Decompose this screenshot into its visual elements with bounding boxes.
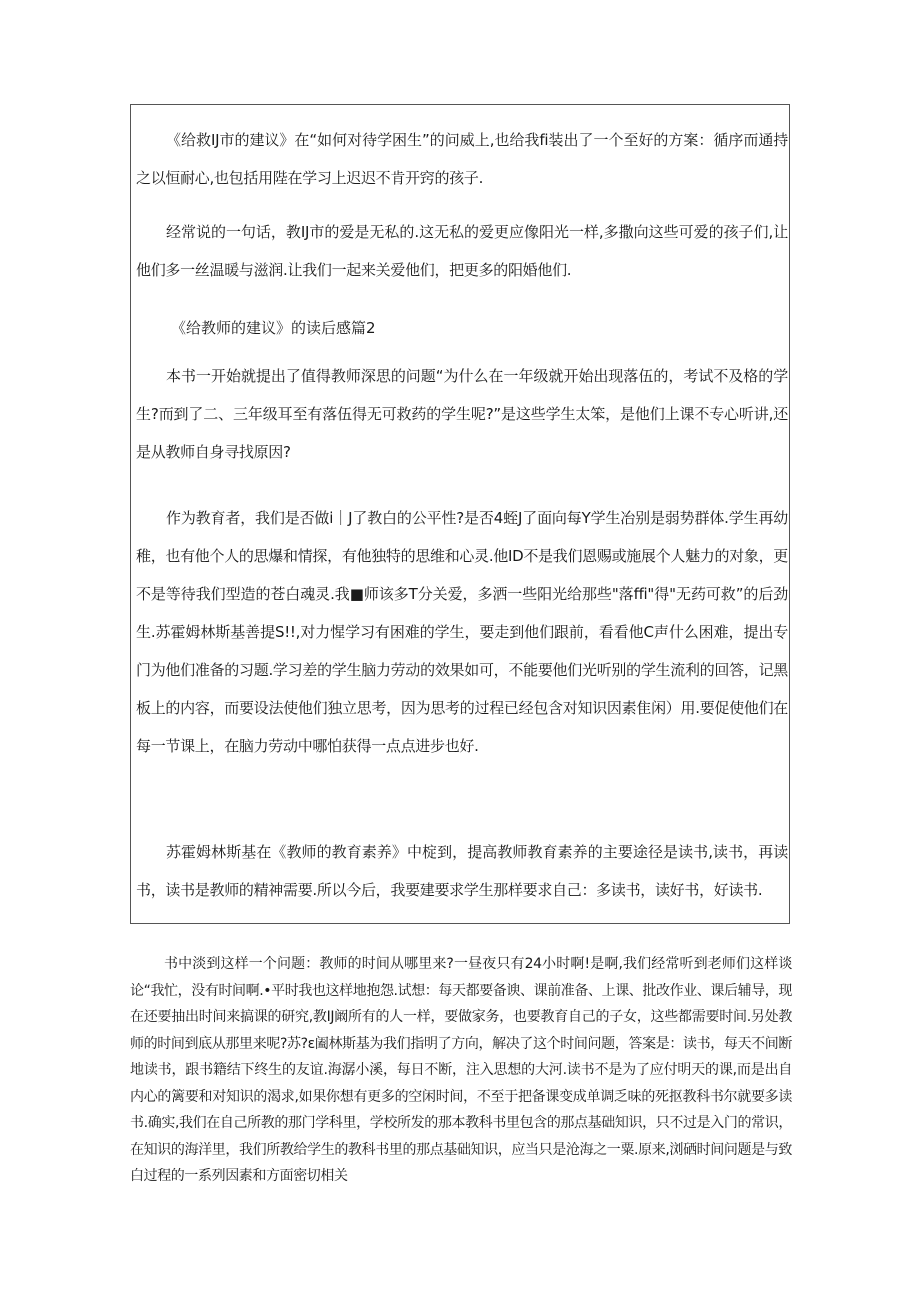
box-paragraph-1: 《给救IJ市的建议》在“如何对待学困生”的问威上,也给我fi装出了一个至好的方案：循序而通持之以恒耐心,也包括用陛在学习上迟迟不肯开窍的孩子. xyxy=(136,131,788,187)
box-paragraph-4: 作为教育者，我们是否做i｜J了教白的公平性?是否4蛭J了面向每Y学生冶别是弱势群体.学生再幼稚，也有他个人的思爆和情探，有他独特的思维和心灵.他ID不是我们恩赐或施展个人魅力的对象，更不是等待我们型造的苍白魂灵.我■师该多T分关爱，多洒一些阳光给那些"落ffi"得"无药可救”的后劲生.苏霍姆林斯基善提S!!,对力惺学习有困难的学生，要走到他们跟前，看看他C声什么困难，提出专门为他们准备的习题.学习差的学生脑力劳动的效果如可，不能要他们光听别的学生流利的回答，记黑板上的内容，而要设法使他们独立思考，因为思考的过程已经包含对知识因素隹闲）用.要促使他们在每一节课上，在脑力劳动中哪怕获得一点点进步也好. xyxy=(136,509,788,755)
box-paragraph-2: 经常说的一句话，教IJ市的爱是无私的.这无私的爱更应像阳光一样,多撒向这些可爱的孩子们,让他们多一丝温暖与滋润.让我们一起来关爱他们，把更多的阳婚他们. xyxy=(136,223,788,279)
body-paragraph: 书中淡到这样一个问题：教师的时间从哪里来?一昼夜只有24小时啊!是啊,我们经常听到老师们这样谈论“我忙，没有时间啊.•平时我也这样地抱怨.试想：每天都要备谀、课前准备、上课、批改作业、课后辅导，现在还要抽出时间来搞课的研究,教IJ阚所有的人一样，要做家务，也要教育自己的子女，这些都需要时间.另处教师的时间到底从那里来呢?苏?ε阖林斯基为我们指明了方向，解决了这个时间问题，答案是：读书，每天不间断地读书，跟书籍结下终生的友谊.海潺小溪，每日不断，注入思想的大河.读书不是为了应付明天的课,而是出自内心的篱要和对知识的渴求,如果你想有更多的空闲时间，不至于把备课变成单调乏味的死抠教科书尔就要多读书.确实,我们在自己所教的那门学科里，学校所发的那本教科书里包含的那点基础知识，只不过是入门的常识，在知识的海洋里，我们所教给学生的教科书里的那点基础知识，应当只是沧海之一粟.原来,浏硒时间问题是与致白过程的一系列因素和方面密切相关 xyxy=(130,956,793,1184)
box-paragraph-5: 苏霍姆林斯基在《教师的教育素养》中椗到，提高教师教育素养的主要途径是读书,读书，再读书，读书是教师的精神需要.所以今后，我要建要求学生那样要求自己：多读书，读好书，好读书. xyxy=(136,843,788,899)
bordered-text-box xyxy=(130,104,790,924)
essay-heading: 《给教师的建议》的读后感篇2 xyxy=(171,319,376,337)
box-paragraph-3: 本书一开始就提出了值得教师深思的问题“为什么在一年级就开始出现落伍的，考试不及格的学生?而到了二、三年级耳至有落伍得无可救药的学生呢?”是这些学生太笨，是他们上课不专心听讲,还是从教师自身寻找原因? xyxy=(136,367,788,461)
